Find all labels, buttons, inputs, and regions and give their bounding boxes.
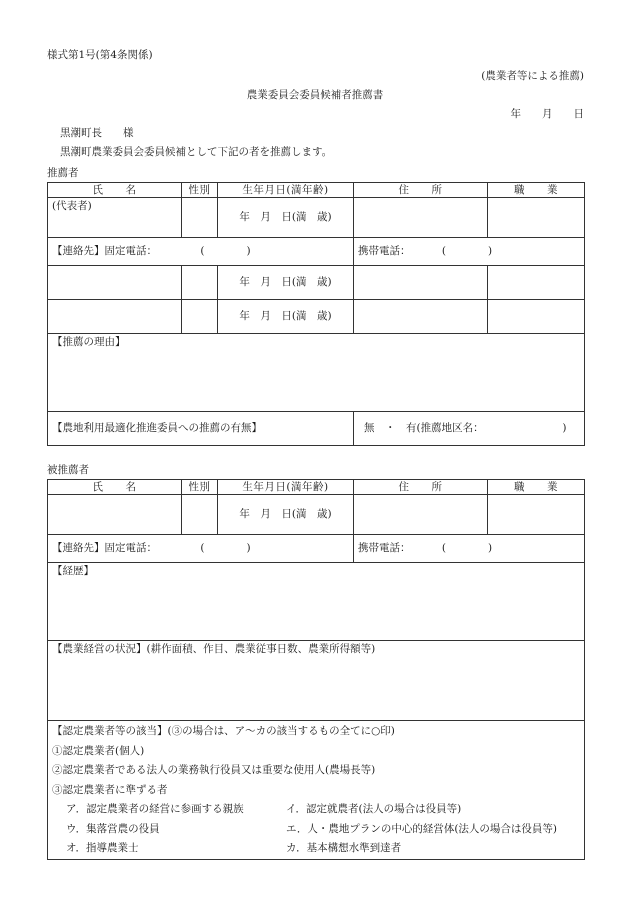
column-name: 氏 名 — [48, 183, 182, 198]
intro-text: 黒潮町農業委員会委員候補として下記の者を推薦します。 — [60, 146, 333, 158]
column-name: 氏 名 — [48, 480, 182, 495]
certified-option-1[interactable]: ①認定農業者(個人) — [52, 744, 145, 757]
landline-cell[interactable] — [48, 535, 354, 563]
farming-status-cell[interactable] — [48, 641, 585, 721]
member-birth-cell[interactable]: 年 月 日(満 歳) — [218, 266, 354, 300]
column-birthdate: 生年月日(満年齢) — [218, 480, 354, 495]
sub-option-ka[interactable]: カ．基本構想水準到達者 — [286, 842, 402, 854]
certified-farmer-row — [48, 721, 585, 860]
mobile-label: 携帯電話： — [358, 542, 411, 554]
nominee-row — [48, 495, 585, 535]
document-title: 農業委員会委員候補者推薦書 — [246, 89, 384, 101]
sub-option-u[interactable]: ウ．集落営農の役員 — [66, 822, 160, 835]
form-number: 様式第1号(第4条関係) — [47, 49, 153, 61]
sub-option-a[interactable]: ア．認定農業者の経営に参画する親族 — [66, 803, 244, 815]
certified-farmer-cell — [48, 721, 585, 860]
column-birthdate: 生年月日(満年齢) — [218, 183, 354, 198]
sub-option-e[interactable]: エ．人・農地プランの中心的経営体(法人の場合は役員等) — [286, 822, 558, 835]
career-row — [48, 563, 585, 641]
mobile-label: 携帯電話： — [358, 245, 411, 257]
certified-option-2[interactable]: ②認定農業者である法人の業務執行役員又は重要な使用人(農場長等) — [52, 764, 376, 776]
recommender-header-row — [48, 183, 585, 198]
landline-label: 【連絡先】固定電話： — [52, 542, 157, 554]
member-birth-cell[interactable]: 年 月 日(満 歳) — [218, 300, 354, 334]
recommender-member-row — [48, 266, 585, 300]
nominee-address-cell[interactable] — [354, 495, 488, 535]
mobile-parens: ( ) — [441, 245, 493, 257]
member-gender-cell[interactable] — [182, 300, 218, 334]
representative-address-cell[interactable] — [354, 198, 488, 238]
farming-status-row — [48, 641, 585, 721]
addressee: 黒潮町長 様 — [60, 127, 134, 139]
recommender-section-label: 推薦者 — [47, 167, 79, 179]
representative-label: (代表者) — [52, 200, 92, 212]
member-name-cell[interactable] — [48, 300, 182, 334]
recommender-member-row — [48, 300, 585, 334]
member-gender-cell[interactable] — [182, 266, 218, 300]
member-address-cell[interactable] — [354, 300, 488, 334]
nominee-name-cell[interactable] — [48, 495, 182, 535]
nominee-birth-cell[interactable]: 年 月 日(満 歳) — [218, 495, 354, 535]
recommender-contact-row — [48, 238, 585, 266]
recommendation-reason-cell[interactable] — [48, 334, 585, 412]
nominee-table — [47, 479, 585, 860]
representative-name-cell[interactable] — [48, 198, 182, 238]
representative-birth-cell[interactable]: 年 月 日(満 歳) — [218, 198, 354, 238]
career-label: 【経歴】 — [52, 565, 94, 577]
member-name-cell[interactable] — [48, 266, 182, 300]
landline-parens: ( ) — [200, 245, 251, 257]
recommendation-reason-row — [48, 334, 585, 412]
nominee-header-row — [48, 480, 585, 495]
committee-row — [48, 412, 585, 446]
member-occupation-cell[interactable] — [488, 300, 585, 334]
certified-heading: 【認定農業者等の該当】(③の場合は、ア～カの該当するもの全てに○印) — [52, 725, 395, 737]
sub-option-o[interactable]: オ．指導農業士 — [66, 842, 139, 854]
committee-answer-cell[interactable]: 無 ・ 有(推薦地区名： ) — [354, 412, 585, 446]
sub-option-i[interactable]: イ．認定就農者(法人の場合は役員等) — [286, 803, 462, 815]
date-line: 年 月 日 — [510, 108, 584, 120]
recommender-table — [47, 182, 585, 446]
nominee-section-label: 被推薦者 — [47, 464, 89, 476]
sub-option-row — [52, 839, 580, 859]
mobile-parens: ( ) — [441, 542, 493, 554]
column-address: 住 所 — [354, 183, 488, 198]
mobile-cell[interactable] — [354, 238, 585, 266]
certified-option-3[interactable]: ③認定農業者に準ずる者 — [52, 783, 168, 796]
nominee-contact-row — [48, 535, 585, 563]
column-gender: 性別 — [182, 480, 218, 495]
mobile-cell[interactable] — [354, 535, 585, 563]
column-occupation: 職 業 — [488, 183, 585, 198]
nominee-gender-cell[interactable] — [182, 495, 218, 535]
recommendation-type: (農業者等による推薦) — [481, 70, 584, 82]
recommender-representative-row — [48, 198, 585, 238]
landline-parens: ( ) — [200, 542, 251, 554]
column-address: 住 所 — [354, 480, 488, 495]
column-gender: 性別 — [182, 183, 218, 198]
representative-occupation-cell[interactable] — [488, 198, 585, 238]
nominee-occupation-cell[interactable] — [488, 495, 585, 535]
committee-question-cell: 【農地利用最適化推進委員への推薦の有無】 — [48, 412, 354, 446]
career-cell[interactable] — [48, 563, 585, 641]
representative-gender-cell[interactable] — [182, 198, 218, 238]
landline-label: 【連絡先】固定電話： — [52, 245, 157, 257]
reason-label: 【推薦の理由】 — [52, 336, 126, 348]
member-address-cell[interactable] — [354, 266, 488, 300]
sub-option-row — [52, 800, 580, 820]
column-occupation: 職 業 — [488, 480, 585, 495]
landline-cell[interactable] — [48, 238, 354, 266]
farming-status-label: 【農業経営の状況】(耕作面積、作目、農業従事日数、農業所得額等) — [52, 643, 376, 655]
sub-option-row — [52, 820, 580, 840]
member-occupation-cell[interactable] — [488, 266, 585, 300]
